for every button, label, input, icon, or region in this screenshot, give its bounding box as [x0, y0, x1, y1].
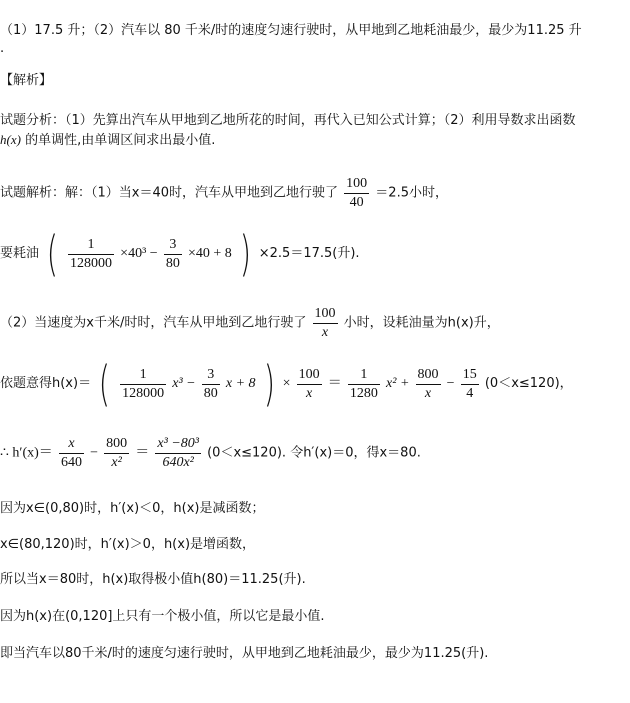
fraction: [120, 367, 166, 402]
p3-prefix: 依题意得h(x)＝: [0, 376, 92, 391]
numerator: x: [68, 436, 75, 451]
p2-suffix: 小时，设耗油量为h(x)升，: [343, 315, 500, 331]
line-only-minimum: 因为h(x)在(0,120]上只有一个极小值，所以它是最小值.: [0, 609, 325, 624]
numerator: 3: [207, 366, 215, 382]
answer-line: [0, 22, 582, 40]
numerator: 1: [139, 366, 147, 382]
numerator: 800: [106, 436, 128, 451]
analysis-line-2: [0, 131, 215, 150]
expr-mid: x³ −: [172, 376, 196, 391]
times-sign: ×: [282, 376, 291, 391]
minus-sign: −: [90, 445, 98, 461]
sol1-suffix: ＝2.5小时，: [375, 185, 448, 201]
solution-line-1: [0, 176, 448, 211]
solution-line-2: [0, 226, 360, 282]
line-conclusion: 即当汽车以80千米/时的速度匀速行驶时，从甲地到乙地耗油最少，最少为11.25(升).: [0, 646, 489, 661]
numerator: 800: [417, 366, 439, 382]
equals-sign: ＝: [327, 376, 342, 391]
fraction: [297, 367, 322, 402]
numerator: 100: [314, 306, 336, 321]
section-label: 【解析】: [0, 73, 53, 88]
sol1-prefix: 试题解析：解：（1）当x＝40时，汽车从甲地到乙地行驶了: [0, 185, 339, 201]
numerator: 15: [462, 366, 477, 382]
denominator: 80: [203, 385, 218, 401]
denominator: 80: [165, 255, 180, 271]
numerator: 3: [169, 236, 177, 252]
denominator: x: [321, 325, 329, 340]
denominator: 40: [349, 195, 364, 210]
expr-mid: ×40³ −: [120, 246, 158, 261]
p2-prefix: （2）当速度为x千米/时时，汽车从甲地到乙地行驶了: [0, 315, 307, 331]
derivative-suffix: (0＜x≤120). 令h′(x)＝0，得x＝80.: [207, 445, 421, 461]
right-paren: ): [239, 226, 251, 282]
expr-mid: ×40 + 8: [187, 246, 232, 261]
denominator: 4: [466, 385, 474, 401]
denominator: x²: [111, 455, 122, 470]
sol2-suffix: ×2.5＝17.5(升).: [258, 246, 360, 261]
numerator: 100: [346, 176, 368, 191]
derivative-line: [0, 436, 421, 471]
sol2-prefix: 要耗油: [0, 246, 40, 261]
part2-line-2: [0, 356, 573, 412]
numerator: 100: [298, 366, 320, 382]
expr-mid: x + 8: [225, 376, 256, 391]
equals-sign: ＝: [135, 445, 150, 461]
right-paren: ): [263, 356, 275, 412]
fraction: [104, 436, 129, 471]
denominator: 640: [60, 455, 82, 470]
numerator: 1: [87, 236, 95, 252]
expr-mid: x² +: [386, 376, 410, 391]
analysis-line-1: 试题分析：（1）先算出汽车从甲地到乙地所花的时间，再代入已知公式计算；（2）利用导数求出函数: [0, 113, 576, 128]
denominator: 128000: [70, 255, 113, 271]
numerator: 1: [360, 366, 368, 382]
line-decreasing: 因为x∈(0,80)时，h′(x)＜0，h(x)是减函数；: [0, 501, 265, 516]
denominator: x: [306, 385, 313, 401]
fraction: [164, 237, 182, 272]
line-minimum: 所以当x＝80时，h(x)取得极小值h(80)＝11.25(升).: [0, 572, 306, 587]
fraction: [344, 176, 369, 211]
answer-dot: .: [0, 41, 5, 56]
denominator: 640x²: [162, 455, 194, 470]
denominator: x: [424, 385, 432, 401]
left-paren: (: [46, 226, 59, 282]
part2-line-1: [0, 306, 500, 341]
function-h: h(x): [0, 132, 21, 147]
line-increasing: x∈(80,120)时，h′(x)＞0，h(x)是增函数，: [0, 537, 256, 552]
fraction: [416, 367, 441, 402]
denominator: 1280: [349, 385, 378, 401]
domain-note: (0＜x≤120)，: [484, 376, 573, 391]
fraction: [461, 367, 479, 402]
fraction: [348, 367, 380, 402]
fraction: [313, 306, 338, 341]
fraction: [155, 436, 201, 471]
left-paren: (: [98, 356, 111, 412]
fraction: [68, 237, 114, 272]
fraction: [202, 367, 220, 402]
minus-sign: −: [446, 376, 455, 391]
denominator: 128000: [122, 385, 165, 401]
analysis-rest: 的单调性,由单调区间求出最小值.: [20, 133, 216, 148]
numerator: x³ −80³: [157, 436, 199, 451]
answer-text: （1）17.5 升；（2）汽车以 80 千米/时的速度匀速行驶时，从甲地到乙地耗油最少，最少为11.25 升: [0, 23, 582, 38]
fraction: [59, 436, 84, 471]
derivative-prefix: ∴ h′(x)＝: [0, 445, 53, 461]
